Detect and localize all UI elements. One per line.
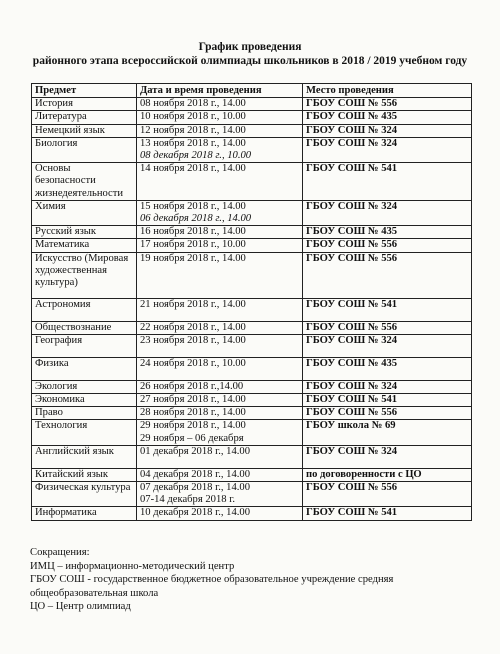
table-row <box>32 394 472 407</box>
date-primary: 27 ноября 2018 г., 14.00 <box>140 394 246 406</box>
place-cell: по договоренности с ЦО <box>303 468 472 481</box>
table-row <box>32 239 472 252</box>
place-cell: ГБОУ СОШ № 324 <box>303 200 472 225</box>
header-place: Место проведения <box>303 84 472 98</box>
place-cell: ГБОУ СОШ № 435 <box>303 357 472 380</box>
table-row <box>32 357 472 380</box>
place-cell: ГБОУ СОШ № 324 <box>303 124 472 137</box>
date-secondary: 29 ноября – 06 декабря <box>140 432 244 444</box>
date-cell <box>137 200 303 225</box>
place-cell: ГБОУ СОШ № 324 <box>303 380 472 393</box>
table-row <box>32 482 472 507</box>
place-cell: ГБОУ СОШ № 556 <box>303 239 472 252</box>
subject-cell: Право <box>32 407 137 420</box>
table-row <box>32 226 472 239</box>
table-row <box>32 111 472 124</box>
date-cell <box>137 420 303 445</box>
place-cell: ГБОУ СОШ № 541 <box>303 163 472 201</box>
date-cell <box>137 380 303 393</box>
table-row <box>32 137 472 162</box>
date-primary: 24 ноября 2018 г., 10.00 <box>140 357 246 369</box>
date-cell <box>137 137 303 162</box>
subject-cell: Химия <box>32 200 137 225</box>
date-primary: 16 ноября 2018 г., 14.00 <box>140 226 246 238</box>
place-cell: ГБОУ СОШ № 435 <box>303 226 472 239</box>
subject-cell: Китайский язык <box>32 468 137 481</box>
subject-cell: Математика <box>32 239 137 252</box>
subject-cell: Основы безопасности жизнедеятельности <box>32 163 137 201</box>
title-line-1: График проведения <box>198 41 302 53</box>
table-row <box>32 507 472 520</box>
table-row <box>32 252 472 298</box>
place-cell: ГБОУ СОШ № 541 <box>303 298 472 321</box>
place-cell: ГБОУ СОШ № 556 <box>303 321 472 334</box>
place-cell: ГБОУ СОШ № 324 <box>303 137 472 162</box>
date-primary: 29 ноября 2018 г., 14.00 <box>140 420 246 432</box>
table-row <box>32 298 472 321</box>
subject-cell: Обществознание <box>32 321 137 334</box>
place-cell: ГБОУ СОШ № 556 <box>303 98 472 111</box>
subject-cell: Литература <box>32 111 137 124</box>
header-subject: Предмет <box>32 84 137 98</box>
date-primary: 10 ноября 2018 г., 10.00 <box>140 111 246 123</box>
subject-cell: История <box>32 98 137 111</box>
place-cell: ГБОУ СОШ № 435 <box>303 111 472 124</box>
place-cell: ГБОУ СОШ № 324 <box>303 445 472 468</box>
date-primary: 12 ноября 2018 г., 14.00 <box>140 124 246 136</box>
abbreviation-line: ИМЦ – информационно-методический центр <box>30 560 235 572</box>
table-row <box>32 163 472 201</box>
date-primary: 21 ноября 2018 г., 14.00 <box>140 298 246 310</box>
date-primary: 08 ноября 2018 г., 14.00 <box>140 98 246 110</box>
date-cell <box>137 321 303 334</box>
subject-cell: Физическая культура <box>32 482 137 507</box>
abbreviation-line: ГБОУ СОШ - государственное бюджетное образовательное учреждение средняя общеобразовательная школа <box>30 574 394 599</box>
date-cell <box>137 239 303 252</box>
table-row <box>32 468 472 481</box>
place-cell: ГБОУ СОШ № 556 <box>303 482 472 507</box>
date-cell <box>137 468 303 481</box>
place-cell: ГБОУ школа № 69 <box>303 420 472 445</box>
place-cell: ГБОУ СОШ № 324 <box>303 334 472 357</box>
subject-cell: Информатика <box>32 507 137 520</box>
subject-cell: Астрономия <box>32 298 137 321</box>
date-cell <box>137 334 303 357</box>
date-primary: 28 ноября 2018 г., 14.00 <box>140 407 246 419</box>
place-cell: ГБОУ СОШ № 556 <box>303 407 472 420</box>
date-cell <box>137 124 303 137</box>
date-primary: 26 ноября 2018 г.,14.00 <box>140 380 244 392</box>
date-secondary: 07-14 декабря 2018 г. <box>140 494 235 506</box>
date-cell <box>137 357 303 380</box>
place-cell: ГБОУ СОШ № 556 <box>303 252 472 298</box>
date-cell <box>137 482 303 507</box>
date-primary: 01 декабря 2018 г., 14.00 <box>140 445 250 457</box>
date-cell <box>137 163 303 201</box>
date-primary: 22 ноября 2018 г., 14.00 <box>140 321 246 333</box>
date-primary: 17 ноября 2018 г., 10.00 <box>140 239 246 251</box>
abbreviations-heading: Сокращения: <box>30 547 90 558</box>
subject-cell: Физика <box>32 357 137 380</box>
date-cell <box>137 407 303 420</box>
title-line-2: районного этапа всероссийской олимпиады школьников в 2018 / 2019 учебном году <box>32 55 468 67</box>
date-primary: 10 декабря 2018 г., 14.00 <box>140 507 250 519</box>
date-primary: 04 декабря 2018 г., 14.00 <box>140 468 250 480</box>
header-date: Дата и время проведения <box>137 84 303 98</box>
date-primary: 15 ноября 2018 г., 14.00 <box>140 200 246 212</box>
date-primary: 14 ноября 2018 г., 14.00 <box>140 163 246 175</box>
date-primary: 07 декабря 2018 г., 14.00 <box>140 482 250 494</box>
subject-cell: Русский язык <box>32 226 137 239</box>
subject-cell: Технология <box>32 420 137 445</box>
date-note: 08 декабря 2018 г., 10.00 <box>140 150 252 162</box>
date-primary: 19 ноября 2018 г., 14.00 <box>140 252 246 264</box>
table-row <box>32 124 472 137</box>
subject-cell: Экология <box>32 380 137 393</box>
table-row <box>32 200 472 225</box>
date-cell <box>137 445 303 468</box>
subject-cell: Искусство (Мировая художественная культура) <box>32 252 137 298</box>
subject-cell: Английский язык <box>32 445 137 468</box>
date-primary: 23 ноября 2018 г., 14.00 <box>140 334 246 346</box>
date-primary: 13 ноября 2018 г., 14.00 <box>140 137 246 149</box>
table-row <box>32 380 472 393</box>
date-cell <box>137 507 303 520</box>
table-row <box>32 321 472 334</box>
table-row <box>32 407 472 420</box>
date-cell <box>137 98 303 111</box>
subject-cell: География <box>32 334 137 357</box>
table-row <box>32 445 472 468</box>
abbreviation-line: ЦО – Центр олимпиад <box>30 601 131 613</box>
subject-cell: Немецкий язык <box>32 124 137 137</box>
date-cell <box>137 252 303 298</box>
table-row <box>32 98 472 111</box>
date-note: 06 декабря 2018 г., 14.00 <box>140 213 252 225</box>
subject-cell: Биология <box>32 137 137 162</box>
place-cell: ГБОУ СОШ № 541 <box>303 507 472 520</box>
date-cell <box>137 394 303 407</box>
date-cell <box>137 298 303 321</box>
place-cell: ГБОУ СОШ № 541 <box>303 394 472 407</box>
abbreviations <box>30 546 480 614</box>
table-row <box>32 334 472 357</box>
table-row <box>32 420 472 445</box>
date-cell <box>137 226 303 239</box>
date-cell <box>137 111 303 124</box>
table-header-row <box>32 84 472 98</box>
schedule-table <box>31 83 472 521</box>
document-title <box>0 40 500 68</box>
subject-cell: Экономика <box>32 394 137 407</box>
